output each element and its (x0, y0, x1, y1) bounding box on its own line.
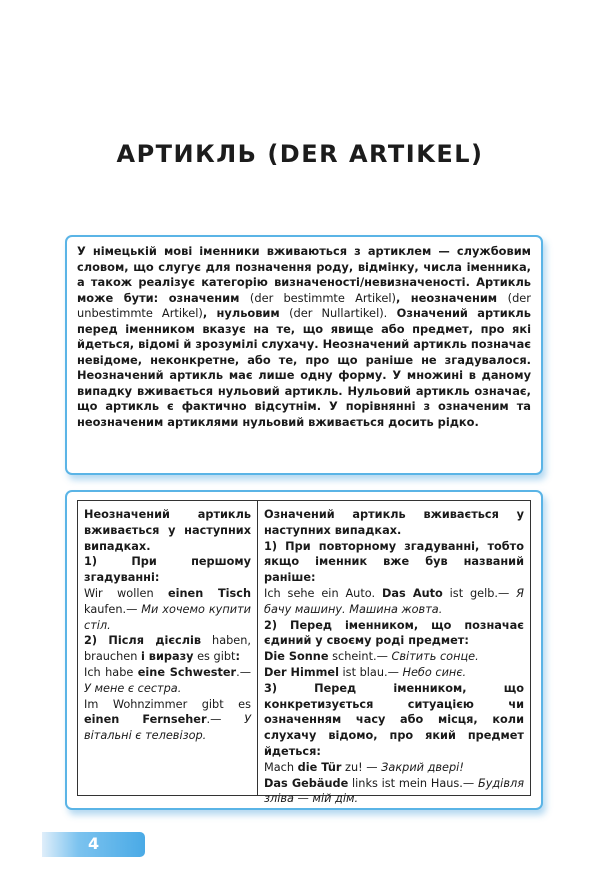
definite-example-2a: Die Sonne scheint.— Світить сонце. (264, 650, 479, 664)
intro-box (65, 235, 543, 475)
definite-example-3a: Mach die Tür zu! — Закрий двері! (264, 760, 464, 774)
definite-case-1: 1) При повторному згадуванні, тобто якщо іменник вже був названий раніше: (264, 539, 524, 585)
intro-sentence-2c: , неозначеним (395, 290, 508, 305)
definite-case-3: 3) Перед іменником, що конкретизується ситуацією чи означенням часу або місця, коли слухачу відомо, про який предмет йдеться: (264, 681, 524, 758)
usage-box (65, 490, 543, 810)
definite-example-2b: Der Himmel ist blau.— Небо синє. (264, 665, 467, 679)
definite-heading: Означений артикль вживається у наступних випадках. (264, 508, 524, 537)
intro-term-bestimmt: (der bestimmte Artikel) (249, 290, 396, 305)
intro-sentence-1: У німецькій мові іменники вживаються з артиклем — службовим словом, що слугує для позначення роду, відмінку, числа іменника, а також реалізує категорію визначеності/невизначеності. (77, 244, 531, 289)
indefinite-column (78, 501, 258, 795)
intro-term-unbestimmt: (der unbestimmte Artikel) (77, 290, 531, 320)
indefinite-case-2: 2) Після дієслів haben, brauchen і виразу es gibt: (84, 634, 252, 664)
intro-sentence-2a: Артикль може бути: означеним (77, 275, 531, 305)
usage-table (77, 500, 531, 806)
indefinite-heading: Неозначений артикль вживається у наступних випадках. (84, 508, 251, 553)
intro-sentence-2e: , нульовим (202, 306, 290, 320)
intro-sentence-5: У множині в даному випадку вживається нульовий артикль. (77, 368, 531, 398)
intro-text (77, 244, 531, 430)
intro-sentence-6: Нульовий артикль означає, що артикль є фактично відсутнім. У порівнянні з означеним та неозначеним артиклями нульовий вживається досить рідко. (77, 383, 532, 429)
indefinite-case-1: 1) При першому згадуванні: (84, 555, 251, 585)
definite-case-2: 2) Перед іменником, що позначає єдиний у своєму роді предмет: (264, 618, 524, 648)
definite-example-3b: Das Gebäude links ist mein Haus.— Будівля зліва — мій дім. (264, 776, 524, 806)
page-title: АРТИКЛЬ (DER ARTIKEL) (116, 140, 484, 168)
page-number: 4 (88, 834, 100, 853)
indefinite-example-3: Im Wohnzimmer gibt es einen Fernseher.— У вітальні є телевізор. (84, 697, 251, 743)
intro-term-null: (der Nullartikel). (289, 306, 388, 320)
intro-sentence-3: Означений артикль перед іменником вказує на те, що явище або предмет, про які йдеться, відомі й зрозумілі слухачу. (77, 306, 531, 351)
intro-sentence-4: Неозначений артикль позначає невідоме, неконкретне, або те, про що раніше не згадувалося. Неозначений артикль має лише одну форму. (77, 337, 532, 382)
indefinite-example-2: Ich habe eine Schwester.— У мене є сестра. (84, 665, 251, 695)
definite-example-1: Ich sehe ein Auto. Das Auto ist gelb.— Я бачу машину. Машина жовта. (264, 586, 525, 616)
indefinite-example-1: Wir wollen einen Tisch kaufen.— Ми хочемо купити стіл. (84, 586, 251, 632)
definite-column (258, 501, 530, 806)
